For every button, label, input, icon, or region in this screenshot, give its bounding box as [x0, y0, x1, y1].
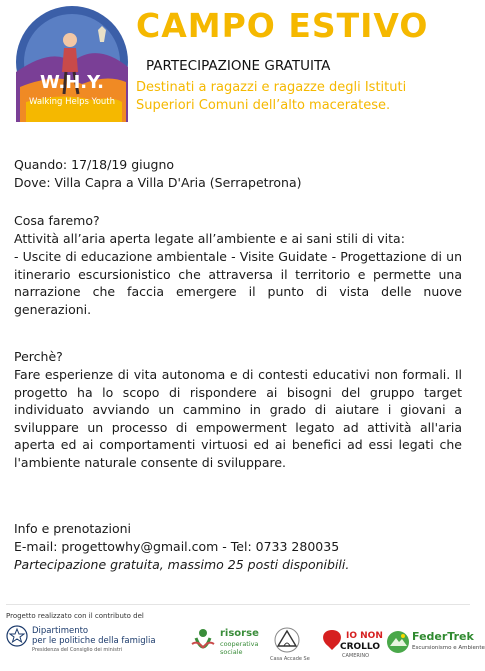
federtrek-subtitle: Escursionismo e Ambiente: [412, 645, 485, 651]
federtrek-icon: [386, 630, 410, 654]
footer-divider: [6, 604, 470, 605]
target-audience-line-2: Superiori Comuni dell’alto maceratese.: [136, 98, 391, 113]
where-line: Dove: Villa Capra a Villa D'Aria (Serrapetrona): [14, 175, 302, 190]
activities-body: - Uscite di educazione ambientale - Visite Guidate - Progettazione di un itinerario escursionistico che attraversa il territorio e permette una narrazione che faccia emergere il punto di vista delle nuove generazioni.: [14, 249, 462, 317]
risorse-subtitle-line-1: cooperativa: [220, 640, 259, 648]
risorse-logo-subtitle: [220, 641, 259, 656]
io-non-crollo-logo: [318, 626, 383, 662]
department-subtitle: Presidenza del Consiglio dei ministri: [32, 647, 123, 653]
svg-text:CAMERINO: CAMERINO: [342, 653, 370, 659]
casa-accade-se-icon: [272, 626, 302, 660]
svg-text:Walking Helps Youth: Walking Helps Youth: [28, 97, 116, 107]
why-heading: Perchè?: [14, 349, 63, 364]
risorse-logo-name: risorse: [220, 628, 259, 639]
why-logo: [12, 2, 132, 122]
page-title: CAMPO ESTIVO: [136, 6, 429, 45]
participation-note: Partecipazione gratuita, massimo 25 posti disponibili.: [14, 557, 350, 572]
svg-text:CROLLO: CROLLO: [340, 642, 380, 652]
svg-text:IO NON: IO NON: [346, 631, 383, 641]
department-name: [32, 626, 156, 646]
contact-heading: Info e prenotazioni: [14, 521, 131, 536]
when-line: Quando: 17/18/19 giugno: [14, 157, 175, 172]
department-name-line-1: Dipartimento: [32, 626, 89, 636]
why-body: Fare esperienze di vita autonoma e di contesti educativi non formali. Il progetto ha lo scopo di rispondere ai bisogni del gruppo target individuato avviando un cammino in grado di aiutare i giovani a sviluppare un processo di empowerment legato ad attività all'aria aperta ed ai comportamenti virtuosi ed ai benefici ad essi legati che l'ambiente naturale consente di sviluppare.: [14, 367, 462, 470]
contact-line: E-mail: progettowhy@gmail.com - Tel: 0733 280035: [14, 539, 340, 554]
federtrek-name: FederTrek: [412, 630, 474, 643]
risorse-subtitle-line-2: sociale: [220, 647, 243, 656]
target-audience-line-1: Destinati a ragazzi e ragazze degli Istituti: [136, 80, 407, 95]
casa-accade-se-label: Casa Accade Se: [270, 656, 310, 662]
activities-heading: Cosa faremo?: [14, 213, 100, 228]
svg-text:W.H.Y.: W.H.Y.: [39, 72, 105, 93]
project-note: Progetto realizzato con il contributo del: [6, 612, 144, 620]
subtitle: PARTECIPAZIONE GRATUITA: [146, 58, 331, 74]
department-name-line-2: per le politiche della famiglia: [32, 636, 156, 646]
italian-republic-emblem-icon: [6, 624, 28, 648]
activities-intro: Attività all’aria aperta legate all’ambiente e ai sani stili di vita:: [14, 231, 405, 246]
risorse-leaf-icon: [190, 626, 216, 656]
